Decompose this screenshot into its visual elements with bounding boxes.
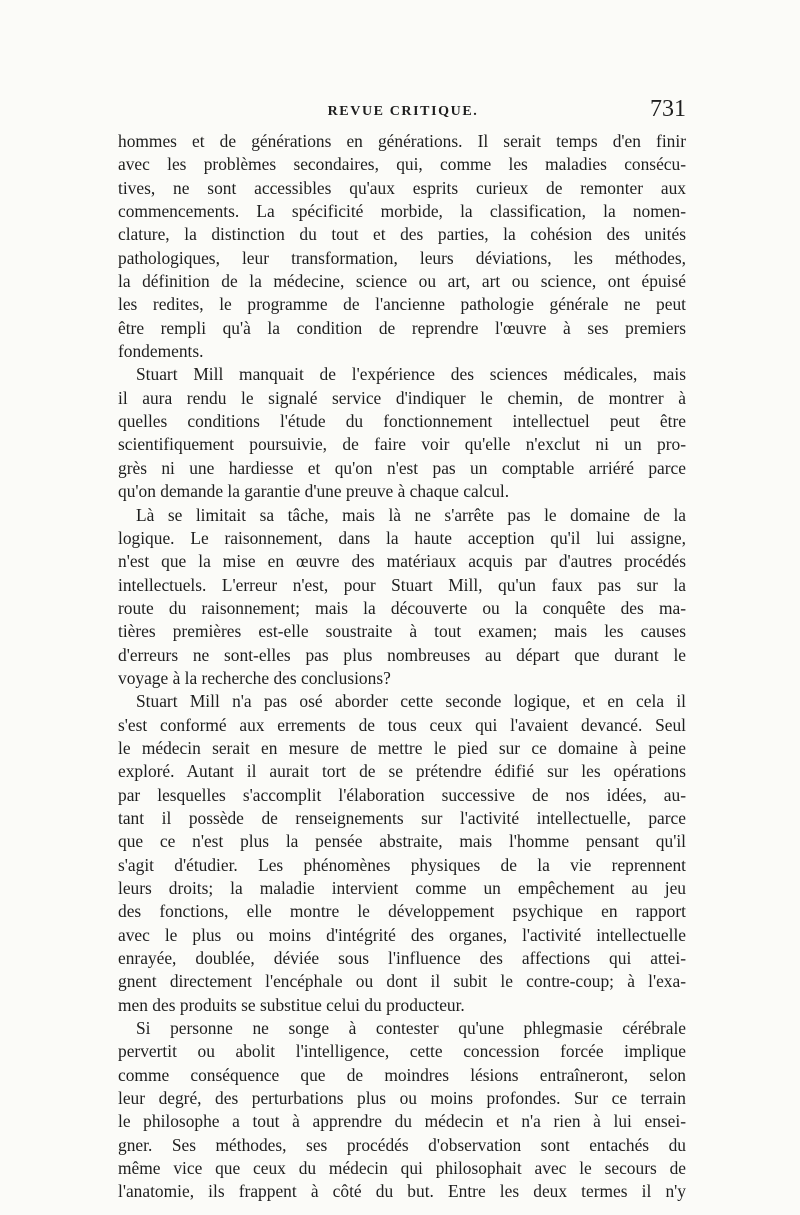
text-line: tières premières est-elle soustraite à tout examen; mais les causes bbox=[118, 621, 686, 642]
text-line: scientifiquement poursuivie, de faire voir qu'elle n'exclut ni un pro- bbox=[118, 434, 686, 455]
text-line: s'agit d'étudier. Les phénomènes physiques de la vie reprennent bbox=[118, 854, 686, 875]
text-line: avec les problèmes secondaires, qui, comme les maladies consécu- bbox=[118, 154, 686, 175]
text-line: Là se limitait sa tâche, mais là ne s'arrête pas le domaine de la bbox=[136, 504, 686, 525]
text-line: hommes et de générations en générations. Il serait temps d'en finir bbox=[118, 131, 686, 151]
text-line: Stuart Mill manquait de l'expérience des sciences médicales, mais bbox=[136, 364, 686, 385]
text-line: le philosophe a tout à apprendre du médecin et n'a rien à lui ensei- bbox=[118, 1111, 686, 1132]
text-line: fondements. bbox=[118, 341, 204, 362]
text-line: leur degré, des perturbations plus ou moins profondes. Sur ce terrain bbox=[118, 1088, 686, 1109]
text-line: des fonctions, elle montre le développement psychique en rapport bbox=[118, 901, 686, 922]
text-line: qu'on demande la garantie d'une preuve à chaque calcul. bbox=[118, 481, 510, 502]
text-line: men des produits se substitue celui du producteur. bbox=[118, 994, 465, 1015]
text-line: gner. Ses méthodes, ses procédés d'observation sont entachés du bbox=[118, 1134, 686, 1155]
text-line: le médecin serait en mesure de mettre le pied sur ce domaine à peine bbox=[118, 737, 686, 758]
text-line: les redites, le programme de l'ancienne pathologie générale ne peut bbox=[118, 294, 686, 315]
text-line: leurs droits; la maladie intervient comme un empêchement au jeu bbox=[118, 878, 686, 898]
text-line: commencements. La spécificité morbide, la classification, la nomen- bbox=[118, 201, 686, 222]
text-line: intellectuels. L'erreur n'est, pour Stuart Mill, qu'un faux pas sur la bbox=[118, 574, 686, 595]
running-title: REVUE CRITIQUE. bbox=[327, 104, 479, 119]
text-line: exploré. Autant il aurait tort de se prétendre édifié sur les opérations bbox=[118, 761, 686, 782]
text-line: la définition de la médecine, science ou art, art ou science, ont épuisé bbox=[118, 271, 686, 292]
text-line: s'est conformé aux errements de tous ceux qui l'avaient devancé. Seul bbox=[118, 714, 686, 735]
text-line: Si personne ne songe à contester qu'une phlegmasie cérébrale bbox=[136, 1018, 686, 1039]
text-line: gnent directement l'encéphale ou dont il subit le contre-coup; à l'exa- bbox=[118, 971, 686, 992]
text-line: logique. Le raisonnement, dans la haute acception qu'il lui assigne, bbox=[118, 527, 686, 548]
text-line: clature, la distinction du tout et des parties, la cohésion des unités bbox=[118, 224, 686, 245]
text-line: même vice que ceux du médecin qui philosophait avec le secours de bbox=[118, 1158, 686, 1179]
text-line: il aura rendu le signalé service d'indiquer le chemin, de montrer à bbox=[118, 387, 686, 408]
page-header bbox=[120, 96, 686, 128]
body-text bbox=[118, 130, 686, 1204]
text-line: comme conséquence que de moindres lésions entraîneront, selon bbox=[118, 1064, 686, 1085]
text-line: Stuart Mill n'a pas osé aborder cette seconde logique, et en cela il bbox=[136, 691, 686, 712]
page-number: 731 bbox=[650, 96, 686, 122]
text-line: d'erreurs ne sont-elles pas plus nombreuses au départ que durant le bbox=[118, 644, 686, 665]
text-line: tives, ne sont accessibles qu'aux esprits curieux de remonter aux bbox=[118, 177, 686, 198]
text-line: grès ni une hardiesse et qu'on n'est pas un comptable arriéré parce bbox=[118, 457, 686, 478]
text-line: l'anatomie, ils frappent à côté du but. Entre les deux termes il n'y bbox=[118, 1181, 686, 1202]
text-line: tant il possède de renseignements sur l'activité intellectuelle, parce bbox=[118, 807, 686, 828]
text-line: être rempli qu'à la condition de reprendre l'œuvre à ses premiers bbox=[118, 317, 686, 338]
text-line: route du raisonnement; mais la découverte ou la conquête des ma- bbox=[118, 597, 686, 618]
text-line: pervertit ou abolit l'intelligence, cette concession forcée implique bbox=[118, 1041, 686, 1062]
text-line: quelles conditions l'étude du fonctionnement intellectuel peut être bbox=[118, 411, 686, 432]
text-line: enrayée, doublée, déviée sous l'influence des affections qui attei- bbox=[118, 948, 686, 969]
text-line: voyage à la recherche des conclusions? bbox=[118, 667, 391, 688]
text-line: avec le plus ou moins d'intégrité des organes, l'activité intellectuelle bbox=[118, 924, 686, 945]
text-line: pathologiques, leur transformation, leurs déviations, les méthodes, bbox=[118, 247, 686, 268]
text-line: que ce n'est plus la pensée abstraite, mais l'homme pensant qu'il bbox=[118, 831, 686, 852]
text-line: par lesquelles s'accomplit l'élaboration successive de nos idées, au- bbox=[118, 784, 686, 805]
text-line: n'est que la mise en œuvre des matériaux acquis par d'autres procédés bbox=[118, 551, 686, 572]
